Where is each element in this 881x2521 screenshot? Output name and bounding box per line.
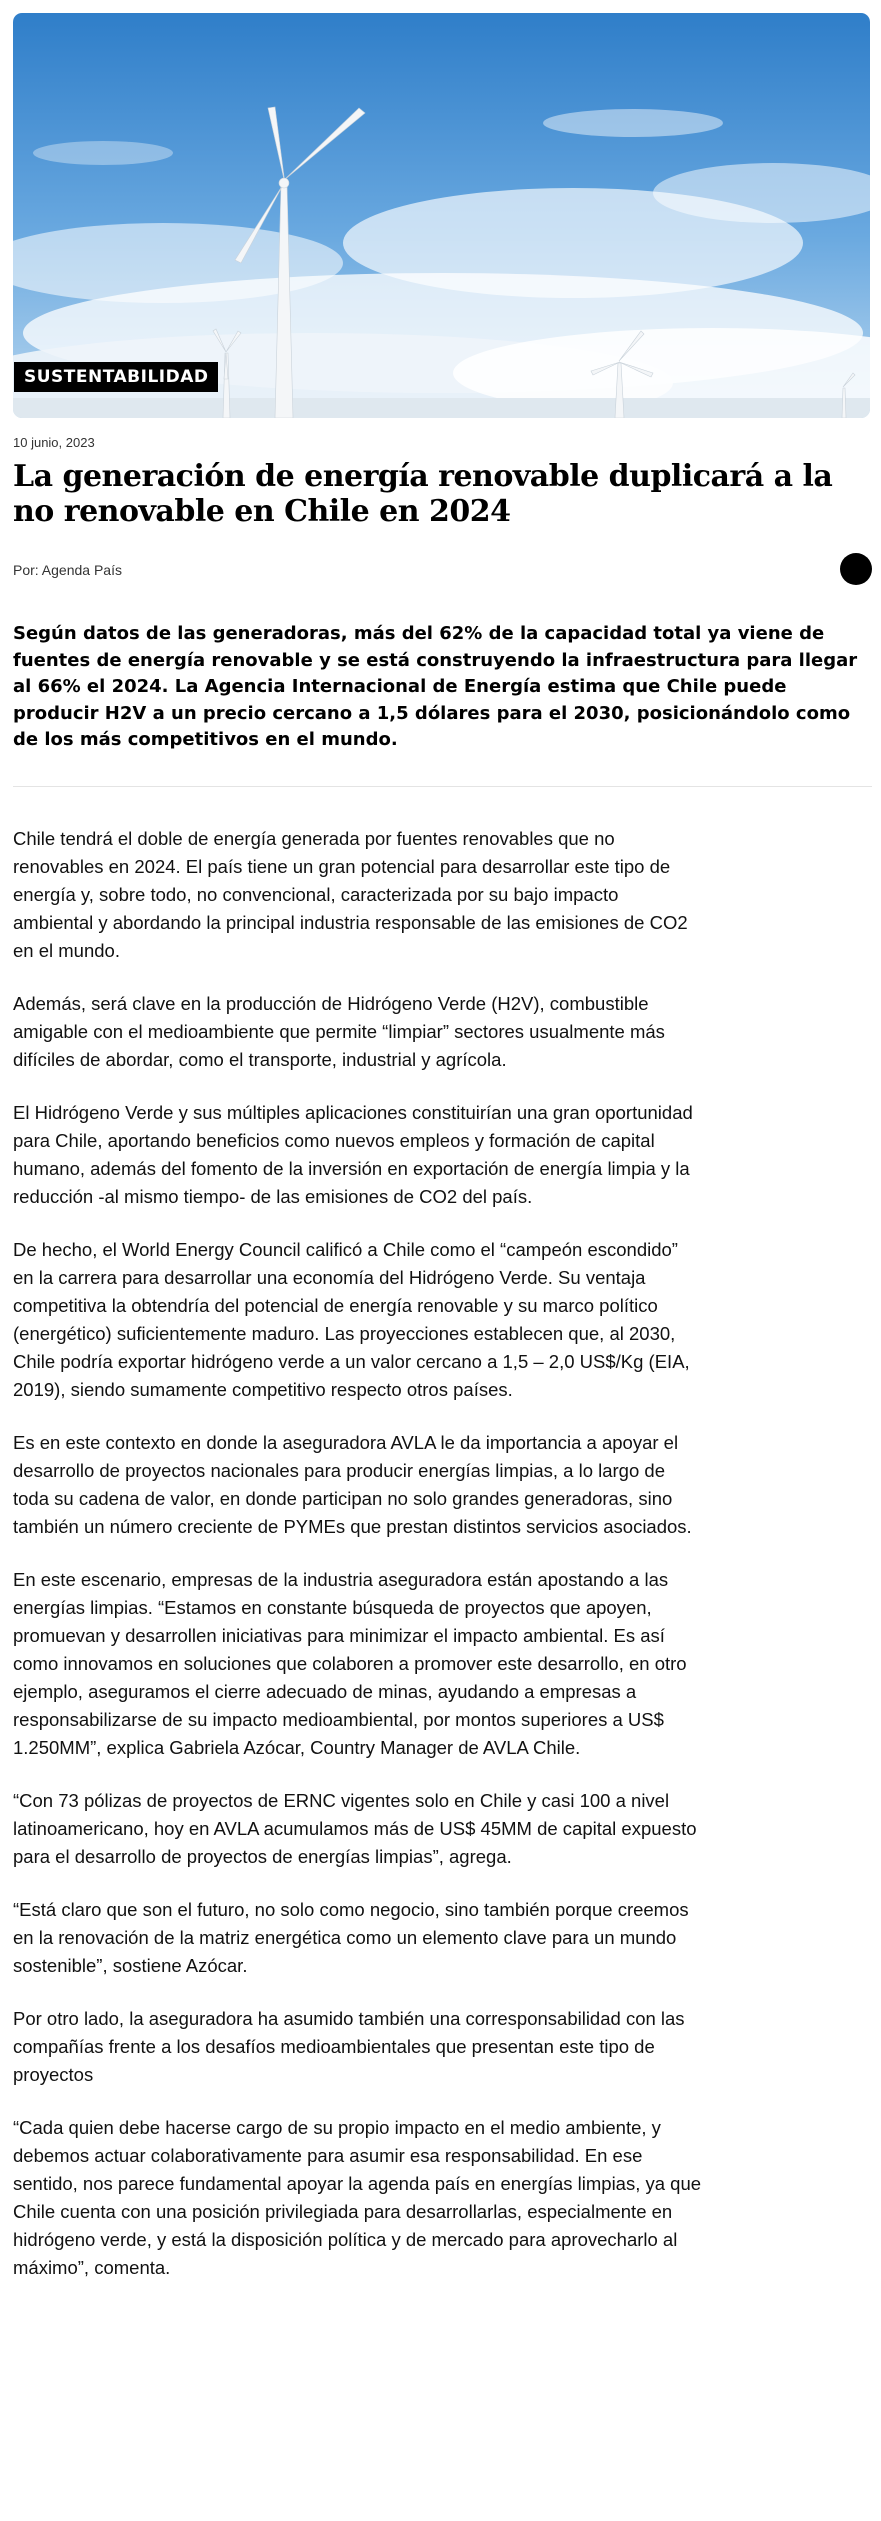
avatar <box>840 553 872 585</box>
body-paragraph: Es en este contexto en donde la aseguradora AVLA le da importancia a apoyar el desarrollo de proyectos nacionales para producir energías limpias, a lo largo de toda su cadena de valor, en donde participan no solo grandes generadoras, sino también un número creciente de PYMEs que prestan distintos servicios asociados. <box>13 1432 692 1537</box>
article-body <box>13 825 703 2307</box>
body-paragraph: De hecho, el World Energy Council calificó a Chile como el “campeón escondido” en la carrera para desarrollar una economía del Hidrógeno Verde. Su ventaja competitiva la obtendría del potencial de energía renovable y su marco político (energético) suficientemente maduro. Las proyecciones establecen que, al 2030, Chile podría exportar hidrógeno verde a un valor cercano a 1,5 – 2,0 US$/Kg (EIA, 2019), siendo sumamente competitivo respecto otros países. <box>13 1239 690 1400</box>
article-lead: Según datos de las generadoras, más del 62% de la capacidad total ya viene de fuentes de energía renovable y se está construyendo la infraestructura para llegar al 66% el 2024. La Agencia Internacional de Energía estima que Chile puede producir H2V a un precio cercano a 1,5 dólares para el 2030, posicionándolo como de los más competitivos en el mundo. <box>13 623 858 751</box>
wind-turbines-image <box>13 13 870 418</box>
body-paragraph: En este escenario, empresas de la industria aseguradora están apostando a las energías limpias. “Estamos en constante búsqueda de proyectos que apoyen, promuevan y desarrollen iniciativas para minimizar el impacto ambiental. Es así como innovamos en soluciones que colaboren a promover este desarrollo, en otro ejemplo, aseguramos el cierre adecuado de minas, ayudando a empresas a responsabilizarse de su impacto medioambiental, por montos superiores a US$ 1.250MM”, explica Gabriela Azócar, Country Manager de AVLA Chile. <box>13 1569 687 1758</box>
article-title: La generación de energía renovable duplicará a la no renovable en Chile en 2024 <box>13 459 833 529</box>
body-paragraph: “Está claro que son el futuro, no solo como negocio, sino también porque creemos en la renovación de la matriz energética como un elemento clave para un mundo sostenible”, sostiene Azócar. <box>13 1899 689 1976</box>
body-paragraph: Además, será clave en la producción de Hidrógeno Verde (H2V), combustible amigable con el medioambiente que permite “limpiar” sectores usualmente más difíciles de abordar, como el transporte, industrial y agrícola. <box>13 993 665 1070</box>
body-paragraph: El Hidrógeno Verde y sus múltiples aplicaciones constituirían una gran oportunidad para Chile, aportando beneficios como nuevos empleos y formación de capital humano, además del fomento de la inversión en exportación de energía limpia y la reducción -al mismo tiempo- de las emisiones de CO2 del país. <box>13 1102 693 1207</box>
body-paragraph: “Con 73 pólizas de proyectos de ERNC vigentes solo en Chile y casi 100 a nivel latinoamericano, hoy en AVLA acumulamos más de US$ 45MM de capital expuesto para el desarrollo de proyectos de energías limpias”, agrega. <box>13 1790 697 1867</box>
body-paragraph: “Cada quien debe hacerse cargo de su propio impacto en el medio ambiente, y debemos actuar colaborativamente para asumir esa responsabilidad. En ese sentido, nos parece fundamental apoyar la agenda país en energías limpias, ya que Chile cuenta con una posición privilegiada para desarrollarlas, especialmente en hidrógeno verde, y está la disposición política y de mercado para aprovecharlo al máximo”, comenta. <box>13 2117 702 2278</box>
publish-date: 10 junio, 2023 <box>13 435 95 450</box>
body-paragraph: Por otro lado, la aseguradora ha asumido también una corresponsabilidad con las compañías frente a los desafíos medioambientales que presentan este tipo de proyectos <box>13 2008 685 2085</box>
category-badge[interactable]: SUSTENTABILIDAD <box>14 362 218 392</box>
hero-image <box>13 13 870 418</box>
body-paragraph: Chile tendrá el doble de energía generada por fuentes renovables que no renovables en 2024. El país tiene un gran potencial para desarrollar este tipo de energía y, sobre todo, no convencional, caracterizada por su bajo impacto ambiental y abordando la principal industria responsable de las emisiones de CO2 en el mundo. <box>13 828 688 961</box>
divider <box>13 786 872 787</box>
author-byline: Por: Agenda País <box>13 562 122 578</box>
